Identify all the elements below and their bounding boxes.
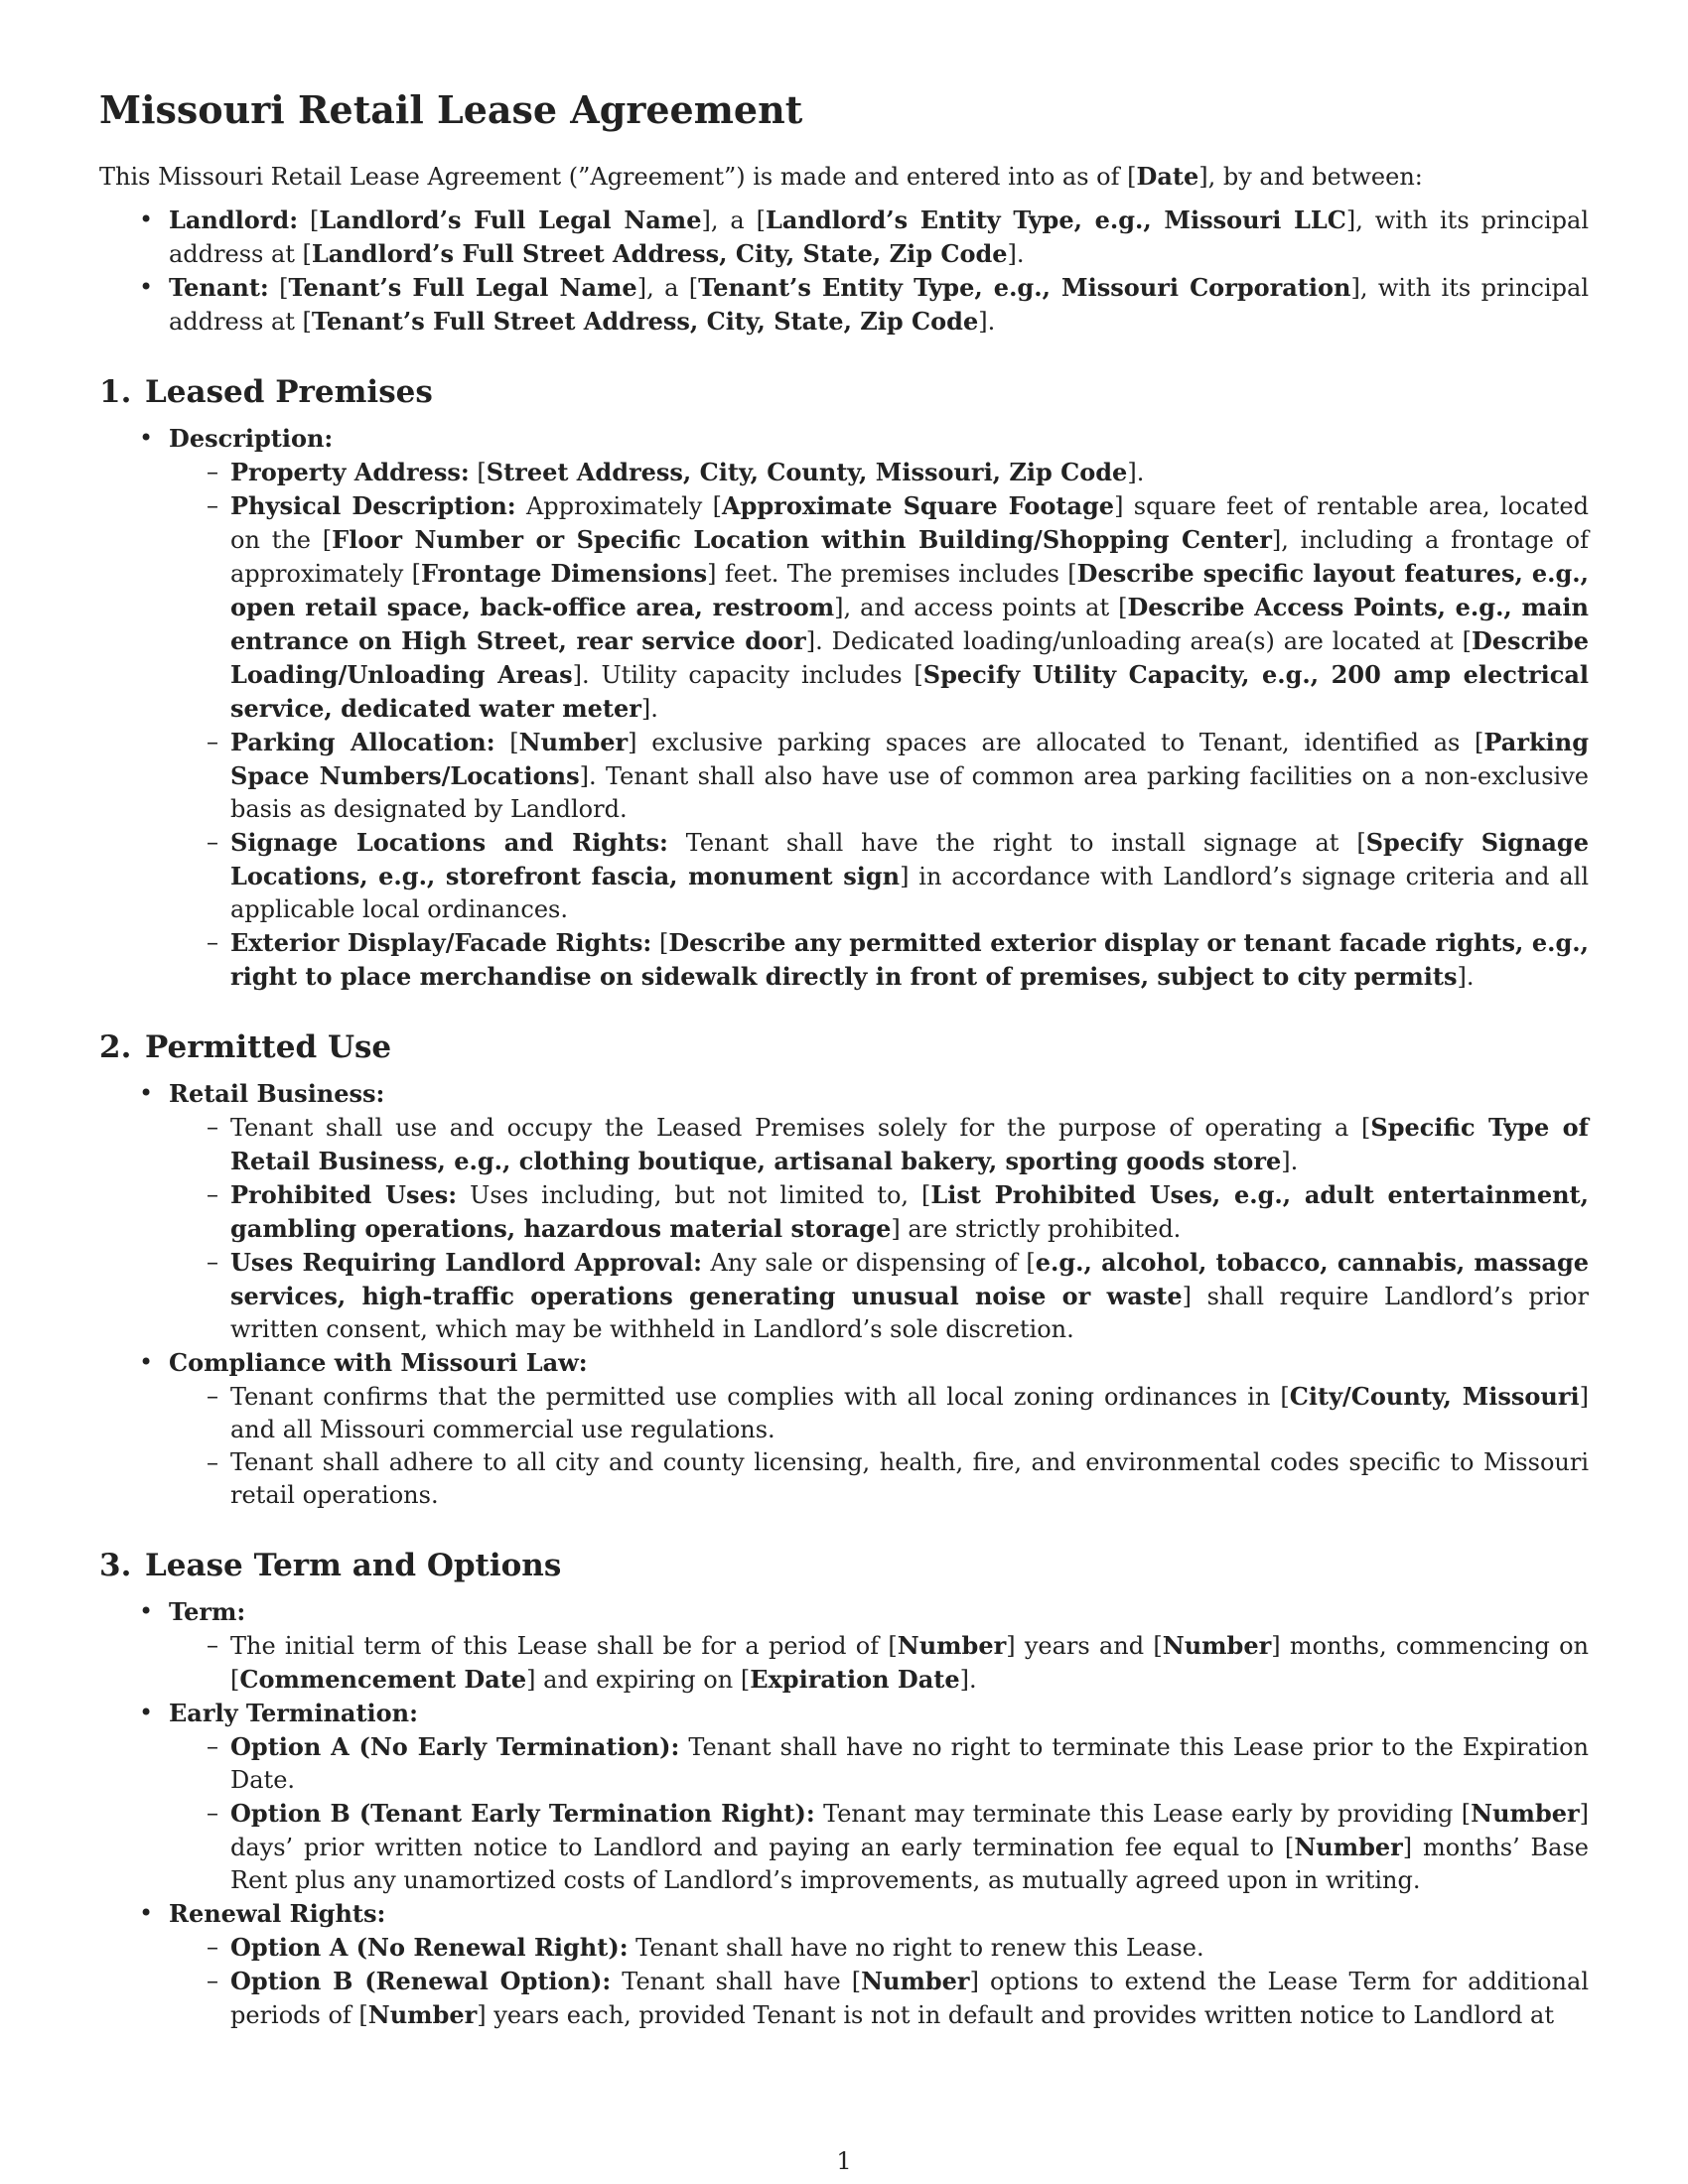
term-item: • Term: – The initial term of this Lease shall be for a period of [Number] years and [Number] months, commencing on [Commencement Date] and expiring on [Expiration Date]. xyxy=(99,1595,1589,1697)
property-address-item: – Property Address: [Street Address, City, County, Missouri, Zip Code]. xyxy=(169,456,1589,489)
renewal-option-a-item: – Option A (No Renewal Right): Tenant shall have no right to renew this Lease. xyxy=(169,1931,1589,1965)
renewal-rights-item: • Renewal Rights: – Option A (No Renewal Right): Tenant shall have no right to renew this Lease. – Option B (Renewal Option): Tenant shall have [Number] options to extend the Lease Term for additional periods of [Number] years each, provided Tenant is not in default and provides written notice to Landlord at xyxy=(99,1897,1589,2032)
exterior-display-item: – Exterior Display/Facade Rights: [Describe any permitted exterior display or tenant facade rights, e.g., right to place merchandise on sidewalk directly in front of premises, subject to city permits]. xyxy=(169,926,1589,994)
retail-business-item: • Retail Business: – Tenant shall use and occupy the Leased Premises solely for the purpose of operating a [Specific Type of Retail Business, e.g., clothing boutique, artisanal bakery, sporting goods store]. – Prohibited Uses: Uses including, but not limited to, [List Prohibited Uses, e.g., adult entertainment, gambling operations, hazardous material storage] are strictly prohibited. – Uses Requiring Landlord Approval: Any sale or dispensing of [e.g., alcohol, tobacco, cannabis, massage services, high-traffic operations generating unusual noise or waste] shall require Landlord’s prior written consent, which may be withheld in Landlord’s sole discretion. xyxy=(99,1077,1589,1346)
section-heading-lease-term: 3. Lease Term and Options xyxy=(99,1548,562,1583)
section-heading-leased-premises: 1. Leased Premises xyxy=(99,374,433,410)
parking-allocation-item: – Parking Allocation: [Number] exclusive parking spaces are allocated to Tenant, identified as [Parking Space Numbers/Locations]. Tenant shall also have use of common area parking facilities on a non-exclusive basis as designated by Landlord. xyxy=(169,726,1589,826)
parties-list xyxy=(99,204,1589,339)
intro-paragraph: This Missouri Retail Lease Agreement (”Agreement”) is made and entered into as of [Date], by and between: xyxy=(99,162,1423,191)
compliance-item: • Compliance with Missouri Law: – Tenant confirms that the permitted use complies with all local zoning ordinances in [City/County, Missouri] and all Missouri commercial use regulations. – Tenant shall adhere to all city and county licensing, health, fire, and environmental codes specific to Missouri retail operations. xyxy=(99,1346,1589,1512)
section-heading-permitted-use: 2. Permitted Use xyxy=(99,1029,392,1065)
prohibited-uses-item: – Prohibited Uses: Uses including, but not limited to, [List Prohibited Uses, e.g., adult entertainment, gambling operations, hazardous material storage] are strictly prohibited. xyxy=(169,1178,1589,1246)
early-termination-item: • Early Termination: – Option A (No Early Termination): Tenant shall have no right to terminate this Lease prior to the Expiration Date. – Option B (Tenant Early Termination Right): Tenant may terminate this Lease early by providing [Number] days’ prior written notice to Landlord and paying an early termination fee equal to [Number] months’ Base Rent plus any unamortized costs of Landlord’s improvements, as mutually agreed upon in writing. xyxy=(99,1697,1589,1897)
landlord-approval-item: – Uses Requiring Landlord Approval: Any sale or dispensing of [e.g., alcohol, tobacco, cannabis, massage services, high-traffic operations generating unusual noise or waste] shall require Landlord’s prior written consent, which may be withheld in Landlord’s sole discretion. xyxy=(169,1246,1589,1346)
description-item: • Description: – Property Address: [Street Address, City, County, Missouri, Zip Code]. – Physical Description: Approximately [Approximate Square Footage] square feet of rentable area, located on the [Floor Number or Specific Location within Building/Shopping Center], including a frontage of approximately [Frontage Dimensions] feet. The premises includes [Describe specific layout features, e.g., open retail space, back-office area, restroom], and access points at [Describe Access Points, e.g., main entrance on High Street, rear service door]. Dedicated loading/unloading area(s) are located at [Describe Loading/Unloading Areas]. Utility capacity includes [Specify Utility Capacity, e.g., 200 amp electrical service, dedicated water meter]. – Parking Allocation: [Number] exclusive parking spaces are allocated to Tenant, identified as [Parking Space Numbers/Locations]. Tenant shall also have use of common area parking facilities on a non-exclusive basis as designated by Landlord. – Signage Locations and Rights: Tenant shall have the right to install signage at [Specify Signage Locations, e.g., storefront fascia, monument sign] in accordance with Landlord’s signage criteria and all applicable local ordinances. – Exterior Display/Facade Rights: [Describe any permitted exterior display or tenant facade rights, e.g., right to place merchandise on sidewalk directly in front of premises, subject to city permits]. xyxy=(99,422,1589,994)
codes-item: – Tenant shall adhere to all city and county licensing, health, fire, and environmental codes specific to Missouri retail operations. xyxy=(169,1446,1589,1512)
landlord-item: • Landlord: [Landlord’s Full Legal Name], a [Landlord’s Entity Type, e.g., Missouri LLC], with its principal address at [Landlord’s Full Street Address, City, State, Zip Code]. xyxy=(99,204,1589,271)
page-number: 1 xyxy=(836,2147,852,2175)
renewal-option-b-item: – Option B (Renewal Option): Tenant shall have [Number] options to extend the Lease Term for additional periods of [Number] years each, provided Tenant is not in default and provides written notice to Landlord at xyxy=(169,1965,1589,2032)
signage-item: – Signage Locations and Rights: Tenant shall have the right to install signage at [Specify Signage Locations, e.g., storefront fascia, monument sign] in accordance with Landlord’s signage criteria and all applicable local ordinances. xyxy=(169,826,1589,926)
tenant-item: • Tenant: [Tenant’s Full Legal Name], a [Tenant’s Entity Type, e.g., Missouri Corporation], with its principal address at [Tenant’s Full Street Address, City, State, Zip Code]. xyxy=(99,271,1589,339)
date-placeholder: Date xyxy=(1136,162,1199,191)
use-item: – Tenant shall use and occupy the Leased Premises solely for the purpose of operating a [Specific Type of Retail Business, e.g., clothing boutique, artisanal bakery, sporting goods store]. xyxy=(169,1111,1589,1178)
initial-term-item: – The initial term of this Lease shall be for a period of [Number] years and [Number] months, commencing on [Commencement Date] and expiring on [Expiration Date]. xyxy=(169,1629,1589,1697)
early-option-b-item: – Option B (Tenant Early Termination Right): Tenant may terminate this Lease early by providing [Number] days’ prior written notice to Landlord and paying an early termination fee equal to [Number] months’ Base Rent plus any unamortized costs of Landlord’s improvements, as mutually agreed upon in writing. xyxy=(169,1797,1589,1897)
early-option-a-item: – Option A (No Early Termination): Tenant shall have no right to terminate this Lease prior to the Expiration Date. xyxy=(169,1730,1589,1797)
document-page xyxy=(99,87,1589,2032)
zoning-item: – Tenant confirms that the permitted use complies with all local zoning ordinances in [City/County, Missouri] and all Missouri commercial use regulations. xyxy=(169,1380,1589,1446)
document-title: Missouri Retail Lease Agreement xyxy=(99,87,803,132)
physical-description-item: – Physical Description: Approximately [Approximate Square Footage] square feet of rentable area, located on the [Floor Number or Specific Location within Building/Shopping Center], including a frontage of approximately [Frontage Dimensions] feet. The premises includes [Describe specific layout features, e.g., open retail space, back-office area, restroom], and access points at [Describe Access Points, e.g., main entrance on High Street, rear service door]. Dedicated loading/unloading area(s) are located at [Describe Loading/Unloading Areas]. Utility capacity includes [Specify Utility Capacity, e.g., 200 amp electrical service, dedicated water meter]. xyxy=(169,489,1589,726)
